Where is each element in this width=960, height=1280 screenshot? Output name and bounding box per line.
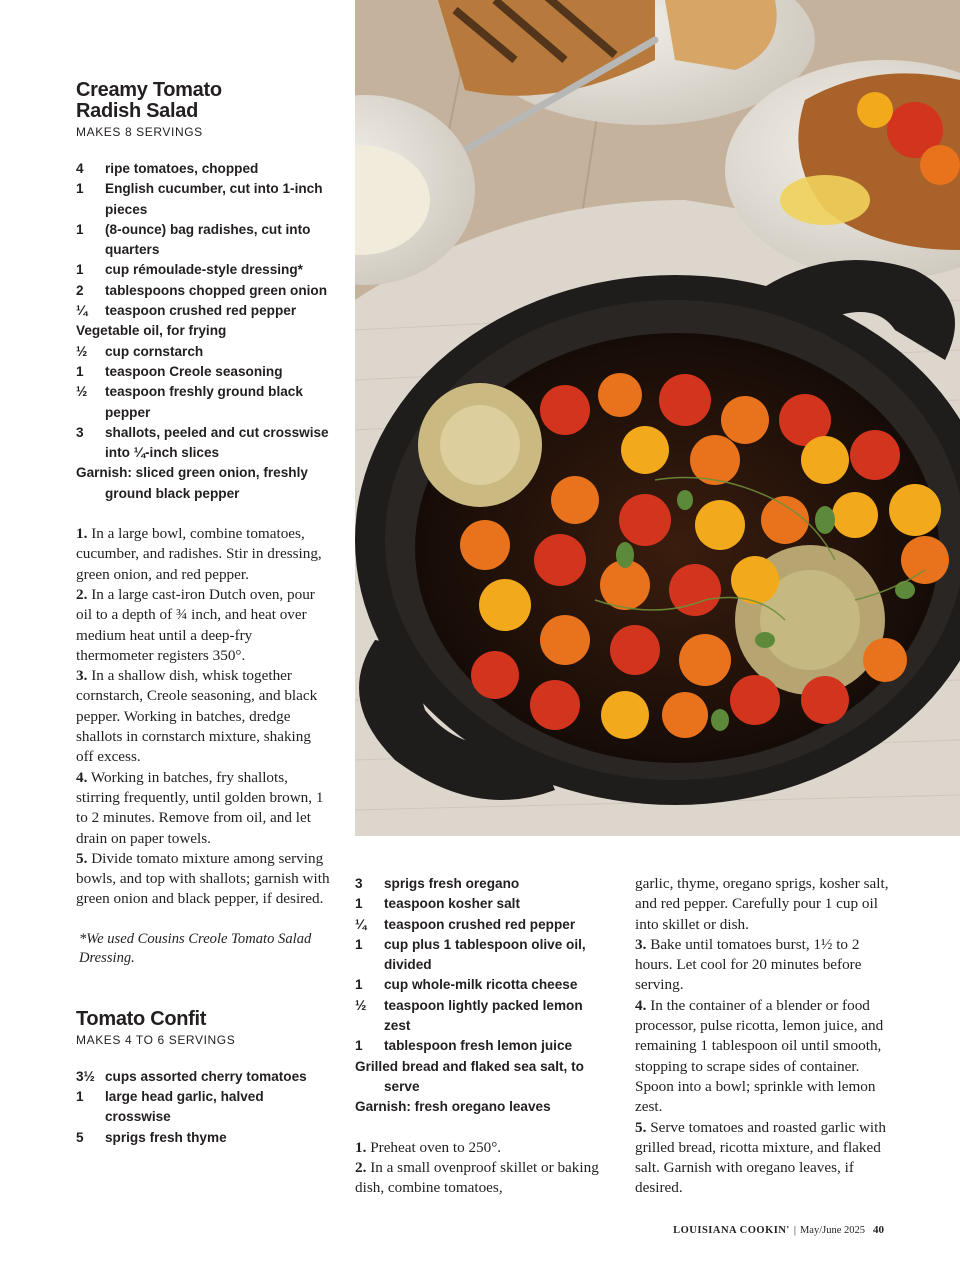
step-number: 5. <box>635 1118 647 1136</box>
ingredient-text: cups assorted cherry tomatoes <box>105 1068 307 1084</box>
recipe-title-tomato-confit: Tomato Confit <box>76 1007 207 1030</box>
step-number: 5. <box>76 849 88 867</box>
step-number: 1. <box>76 525 88 543</box>
step-number: 1. <box>355 1138 367 1156</box>
ingredient-qty: 1 <box>355 896 363 912</box>
ingredient-text: teaspoon crushed red pepper <box>105 303 297 319</box>
recipe-title <box>76 80 331 122</box>
step <box>76 666 331 767</box>
ingredient-qty: ¼ <box>76 303 88 319</box>
step-text: In a large cast-iron Dutch oven, pour oil to a depth of ¾ inch, and heat over medium heat until a deep-fry thermometer registers 350°. <box>76 585 315 664</box>
ingredient-text: ripe tomatoes, chopped <box>105 161 259 176</box>
ingredient-list <box>76 1067 331 1148</box>
recipe-title-line1: Creamy Tomato <box>76 79 222 101</box>
method-steps <box>76 524 331 910</box>
ingredient-text: tablespoon fresh lemon juice <box>384 1038 573 1054</box>
ingredient-text: Vegetable oil, for frying <box>76 323 227 339</box>
step-text: Working in batches, fry shallots, stirring frequently, until golden brown, 1 to 2 minutes. Remove from oil, and let drain on paper towels. <box>76 768 324 847</box>
ingredient-text: teaspoon freshly ground black pepper <box>105 384 303 420</box>
footer-separator: | <box>793 1225 796 1236</box>
step <box>635 996 900 1118</box>
ingredient-text: Grilled bread and flaked sea salt, to serve <box>355 1058 584 1094</box>
ingredient-text: Garnish: sliced green onion, freshly ground black pepper <box>76 465 308 501</box>
step-text: Bake until tomatoes burst, 1½ to 2 hours. Let cool for 20 minutes before serving. <box>635 935 862 994</box>
step-number: 2. <box>355 1158 367 1176</box>
ingredient-qty: ½ <box>76 384 88 400</box>
step <box>635 935 900 996</box>
ingredient-text: cup rémoulade-style dressing* <box>105 262 303 278</box>
ingredient-qty: 1 <box>76 181 84 197</box>
step <box>76 849 331 910</box>
ingredient-text: cup cornstarch <box>105 343 204 359</box>
ingredient-qty: 1 <box>355 1038 363 1054</box>
ingredient-list <box>355 874 610 1118</box>
ingredient-text: sprigs fresh oregano <box>384 876 520 891</box>
step-text: In a large bowl, combine tomatoes, cucumber, and radishes. Stir in dressing, green onion, and red pepper. <box>76 525 322 583</box>
step-text: Preheat oven to 250°. <box>370 1138 502 1156</box>
ingredient-qty: 1 <box>355 936 363 952</box>
ingredient-qty: 3 <box>355 876 363 891</box>
step-text: In a small ovenproof skillet or baking dish, combine tomatoes, <box>355 1158 599 1197</box>
ingredient-text: teaspoon lightly packed lemon zest <box>384 997 583 1034</box>
step <box>635 1118 900 1199</box>
recipe-tomato-confit-method <box>635 874 900 1199</box>
step <box>76 524 331 585</box>
ingredient-qty: 5 <box>76 1129 84 1145</box>
ingredient-qty: ½ <box>355 997 367 1013</box>
step-text: In a shallow dish, whisk together cornstarch, Creole seasoning, and black pepper. Working in batches, dredge shallots in cornstarch mixture, shaking off excess. <box>76 667 318 766</box>
issue-date: May/June 2025 <box>799 1225 865 1236</box>
page-footer <box>673 1224 884 1236</box>
ingredient-text: tablespoons chopped green onion <box>105 282 328 298</box>
ingredient-text: shallots, peeled and cut crosswise into ¼-inch slices <box>105 424 329 461</box>
recipe-radish-salad <box>76 80 331 1148</box>
recipe-title-line2: Radish Salad <box>76 100 198 122</box>
ingredient-qty: 1 <box>76 221 84 237</box>
ingredient-qty: 1 <box>355 977 363 993</box>
ingredient-text: large head garlic, halved crosswise <box>105 1088 264 1125</box>
page-number: 40 <box>873 1224 884 1236</box>
ingredient-qty: 1 <box>76 262 84 278</box>
ingredient-text: (8-ounce) bag radishes, cut into quarters <box>105 221 311 258</box>
ingredient-qty: 2 <box>76 282 84 298</box>
step-text: Serve tomatoes and roasted garlic with grilled bread, ricotta mixture, and flaked salt. Garnish with oregano leaves, if desired. <box>635 1118 886 1197</box>
step-continuation: garlic, thyme, oregano sprigs, kosher salt, and red pepper. Carefully pour 1 cup oil into skillet or dish. <box>635 875 889 933</box>
recipe-tomato-confit-ingredients <box>355 874 610 1198</box>
step-text: Divide tomato mixture among serving bowls, and top with shallots; garnish with green onion and black pepper, if desired. <box>76 849 330 908</box>
ingredient-text: cup whole-milk ricotta cheese <box>384 977 578 993</box>
step-number: 4. <box>76 768 88 786</box>
ingredient-text: teaspoon kosher salt <box>384 896 520 912</box>
servings: MAKES 8 SERVINGS <box>76 125 203 139</box>
step <box>355 1158 610 1199</box>
step-number: 2. <box>76 585 88 603</box>
ingredient-qty: 3½ <box>76 1068 95 1084</box>
method-steps <box>355 1138 610 1199</box>
step-number: 3. <box>76 667 88 685</box>
footnote: *We used Cousins Creole Tomato Salad Dressing. <box>79 930 312 967</box>
food-photo <box>355 0 960 836</box>
step <box>76 768 331 849</box>
step-number: 4. <box>635 996 647 1014</box>
ingredient-qty: 4 <box>76 161 84 176</box>
ingredient-text: English cucumber, cut into 1-inch pieces <box>105 181 323 217</box>
ingredient-qty: 1 <box>76 1088 84 1104</box>
step <box>355 1138 610 1158</box>
step-text: In the container of a blender or food processor, pulse ricotta, lemon juice, and remaining 1 tablespoon oil until smooth, stopping to scrape sides of container. Spoon into a bowl; sprinkle with lemon zest. <box>635 996 884 1116</box>
magazine-name: LOUISIANA COOKIN' <box>673 1225 790 1236</box>
ingredient-qty: ½ <box>76 343 88 359</box>
servings: MAKES 4 TO 6 SERVINGS <box>76 1032 236 1047</box>
ingredient-text: teaspoon Creole seasoning <box>105 363 283 379</box>
ingredient-text: teaspoon crushed red pepper <box>384 916 576 932</box>
ingredient-text: cup plus 1 tablespoon olive oil, divided <box>384 936 586 973</box>
step <box>76 585 331 666</box>
step-number: 3. <box>635 935 647 953</box>
ingredient-qty: 3 <box>76 424 84 440</box>
ingredient-text: Garnish: fresh oregano leaves <box>355 1099 551 1115</box>
ingredient-list <box>76 159 331 504</box>
ingredient-qty: ¼ <box>355 916 367 932</box>
ingredient-text: sprigs fresh thyme <box>105 1129 227 1145</box>
ingredient-qty: 1 <box>76 363 84 379</box>
